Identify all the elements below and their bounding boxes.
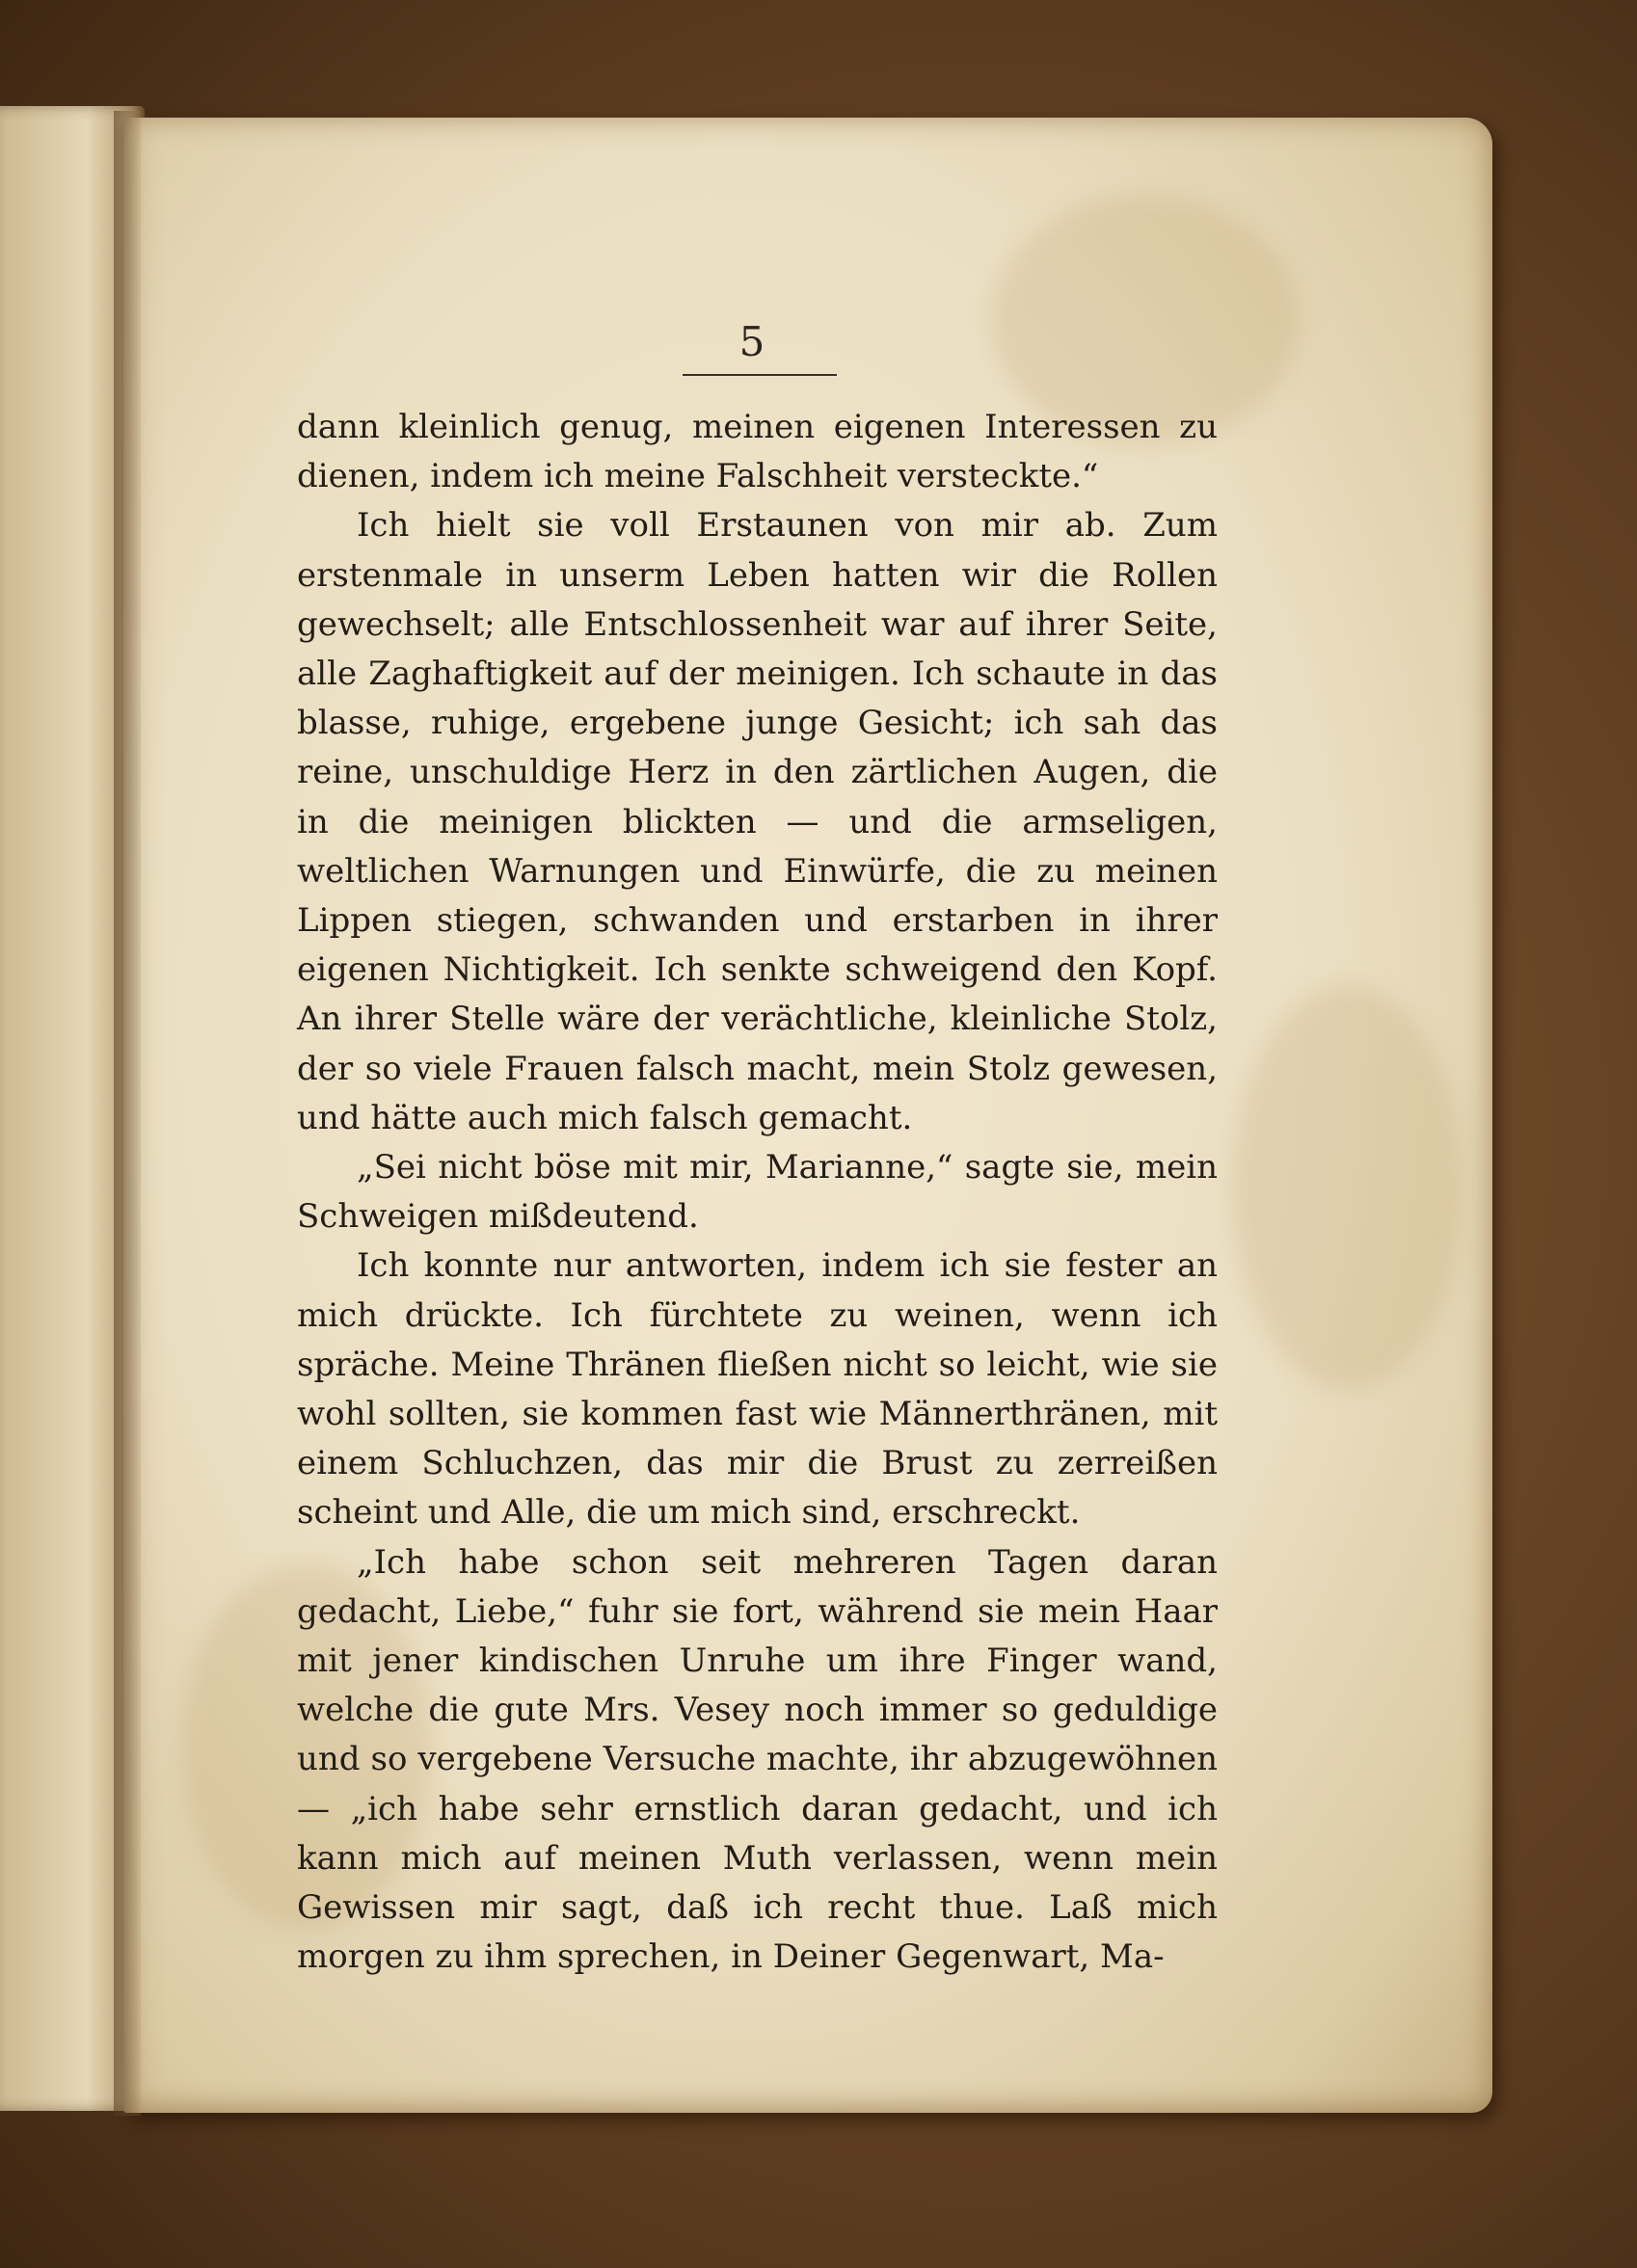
paragraph: „Sei nicht böse mit mir, Marianne,“ sagte sie, mein Schweigen mißdeutend. xyxy=(297,1148,1218,1237)
header-rule xyxy=(683,374,837,376)
page-number: 5 xyxy=(738,318,765,365)
paragraph: Ich hielt sie voll Erstaunen von mir ab. Zum erstenmale in unserm Leben hatten wir die Rollen gewechselt; alle Entschlossenheit war auf ihrer Seite, alle Zaghaftigkeit auf der meinigen. Ich schaute in das blasse, ruhige, ergebene junge Gesicht; ich sah das reine, unschuldige Herz in den zärtlichen Augen, die in die meinigen blickten — und die armseligen, weltlichen Warnungen und Einwürfe, die zu meinen Lippen stiegen, schwanden und erstarben in ihrer eigenen Nichtigkeit. Ich senkte schweigend den Kopf. An ihrer Stelle wäre der verächtliche, kleinliche Stolz, der so viele Frauen falsch macht, mein Stolz gewesen, und hätte auch mich falsch gemacht. xyxy=(297,506,1218,1137)
paragraph: dann kleinlich genug, meinen eigenen Interessen zu dienen, indem ich meine Falschheit versteckte.“ xyxy=(297,408,1218,496)
book-gutter xyxy=(114,111,141,2116)
paragraph: „Ich habe schon seit mehreren Tagen daran gedacht, Liebe,“ fuhr sie fort, während sie mein Haar mit jener kindischen Unruhe um ihre Finger wand, welche die gute Mrs. Vesey noch immer so geduldige und so vergebene Versuche machte, ihr abzugewöhnen — „ich habe sehr ernstlich daran gedacht, und ich kann mich auf meinen Muth verlassen, wenn mein Gewissen mir sagt, daß ich recht thue. Laß mich morgen zu ihm sprechen, in Deiner Gegenwart, Ma- xyxy=(297,1542,1218,1977)
paper-stain xyxy=(1232,985,1463,1390)
paragraph: Ich konnte nur antworten, indem ich sie fester an mich drückte. Ich fürchtete zu weinen, wenn ich spräche. Meine Thränen fließen nicht so leicht, wie sie wohl sollten, sie kommen fast wie Männerthränen, mit einem Schluchzen, das mir die Brust zu zerreißen scheint und Alle, die um mich sind, erschreckt. xyxy=(297,1246,1218,1533)
text-body xyxy=(297,403,1218,1983)
